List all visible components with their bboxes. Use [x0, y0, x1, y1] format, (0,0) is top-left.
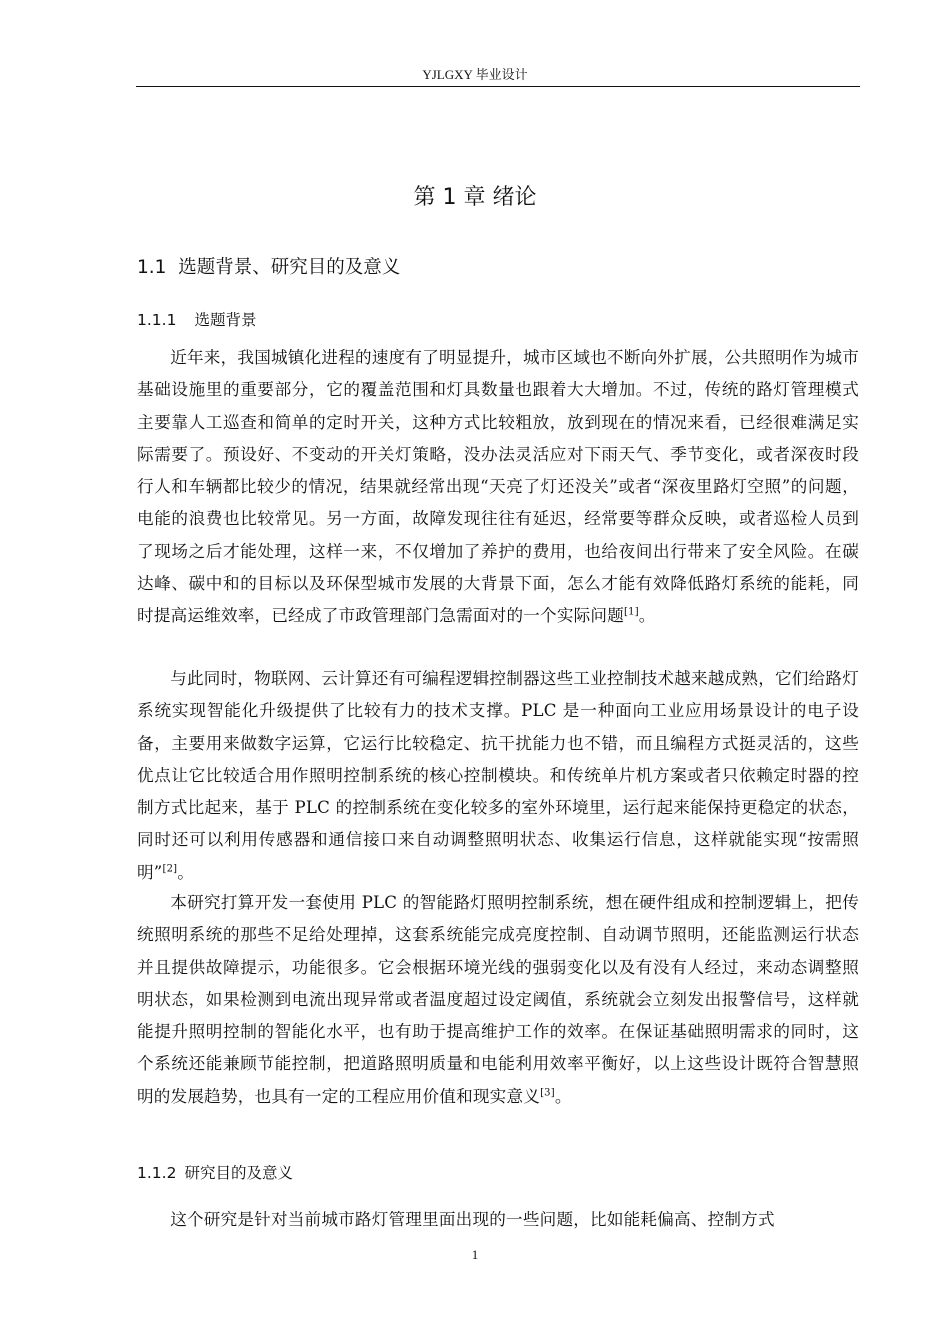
section-heading-1-1 [137, 253, 400, 279]
subsection-title: 研究目的及意义 [184, 1164, 293, 1182]
subsection-heading-1-1-1 [137, 308, 256, 330]
chapter-title: 第 1 章 绪论 [413, 185, 537, 210]
paragraph-purpose-1 [137, 1204, 859, 1238]
paragraph-text: 这个研究是针对当前城市路灯管理里面出现的一些问题，比如能耗偏高、控制方式 [170, 1210, 775, 1229]
section-number: 1.1 [137, 257, 167, 278]
paragraph-text: 与此同时，物联网、云计算还有可编程逻辑控制器这些工业控制技术越来越成熟，它们给路灯系统实现智能化升级提供了比较有力的技术支撑。PLC 是一种面向工业应用场景设计的电子设备，主要用来做数字运算，它运行比较稳定、抗干扰能力也不错，而且编程方式挺灵活的，这些优点让它比较适合用作照明控制系统的核心控制模块。和传统单片机方案或者只依赖定时器的控制方式比起来，基于 PLC 的控制系统在变化较多的室外环境里，运行起来能保持更稳定的状态，同时还可以利用传感器和通信接口来自动调整照明状态、收集运行信息，这样就能实现“按需照明” [137, 669, 859, 882]
paragraph-background-1 [137, 342, 859, 633]
paragraph-end: 。 [177, 862, 195, 882]
citation-ref: [2] [162, 863, 178, 875]
paragraph-end: 。 [554, 1086, 572, 1106]
subsection-title: 选题背景 [194, 311, 257, 329]
section-title: 选题背景、研究目的及意义 [178, 257, 401, 278]
paragraph-background-2 [137, 663, 859, 889]
paragraph-text: 本研究打算开发一套使用 PLC 的智能路灯照明控制系统，想在硬件组成和控制逻辑上，把传统照明系统的那些不足给处理掉，这套系统能完成亮度控制、自动调节照明，还能监测运行状态并且提供故障提示，功能很多。它会根据环境光线的强弱变化以及有没有人经过，来动态调整照明状态，如果检测到电流出现异常或者温度超过设定阈值，系统就会立刻发出报警信号，这样就能提升照明控制的智能化水平，也有助于提高维护工作的效率。在保证基础照明需求的同时，这个系统还能兼顾节能控制，把道路照明质量和电能利用效率平衡好，以上这些设计既符合智慧照明的发展趋势，也具有一定的工程应用价值和现实意义 [137, 893, 859, 1106]
subsection-number: 1.1.1 [137, 311, 177, 329]
running-header: YJLGXY 毕业设计 [422, 67, 528, 82]
page-number: 1 [471, 1247, 479, 1262]
paragraph-text: 近年来，我国城镇化进程的速度有了明显提升，城市区域也不断向外扩展，公共照明作为城市基础设施里的重要部分，它的覆盖范围和灯具数量也跟着大大增加。不过，传统的路灯管理模式主要靠人工巡查和简单的定时开关，这种方式比较粗放，放到现在的情况来看，已经很难满足实际需要了。预设好、不变动的开关灯策略，没办法灵活应对下雨天气、季节变化，或者深夜时段行人和车辆都比较少的情况，结果就经常出现“天亮了灯还没关”或者“深夜里路灯空照”的问题，电能的浪费也比较常见。另一方面，故障发现往往有延迟，经常要等群众反映，或者巡检人员到了现场之后才能处理，这样一来，不仅增加了养护的费用，也给夜间出行带来了安全风险。在碳达峰、碳中和的目标以及环保型城市发展的大背景下面，怎么才能有效降低路灯系统的能耗，同时提高运维效率，已经成了市政管理部门急需面对的一个实际问题 [137, 348, 859, 626]
header-rule [136, 86, 860, 87]
citation-ref: [3] [540, 1087, 555, 1099]
paragraph-background-3 [137, 887, 859, 1113]
subsection-number: 1.1.2 [137, 1164, 177, 1182]
paragraph-end: 。 [638, 606, 656, 626]
citation-ref: [1] [624, 606, 639, 618]
subsection-heading-1-1-2 [137, 1161, 293, 1183]
